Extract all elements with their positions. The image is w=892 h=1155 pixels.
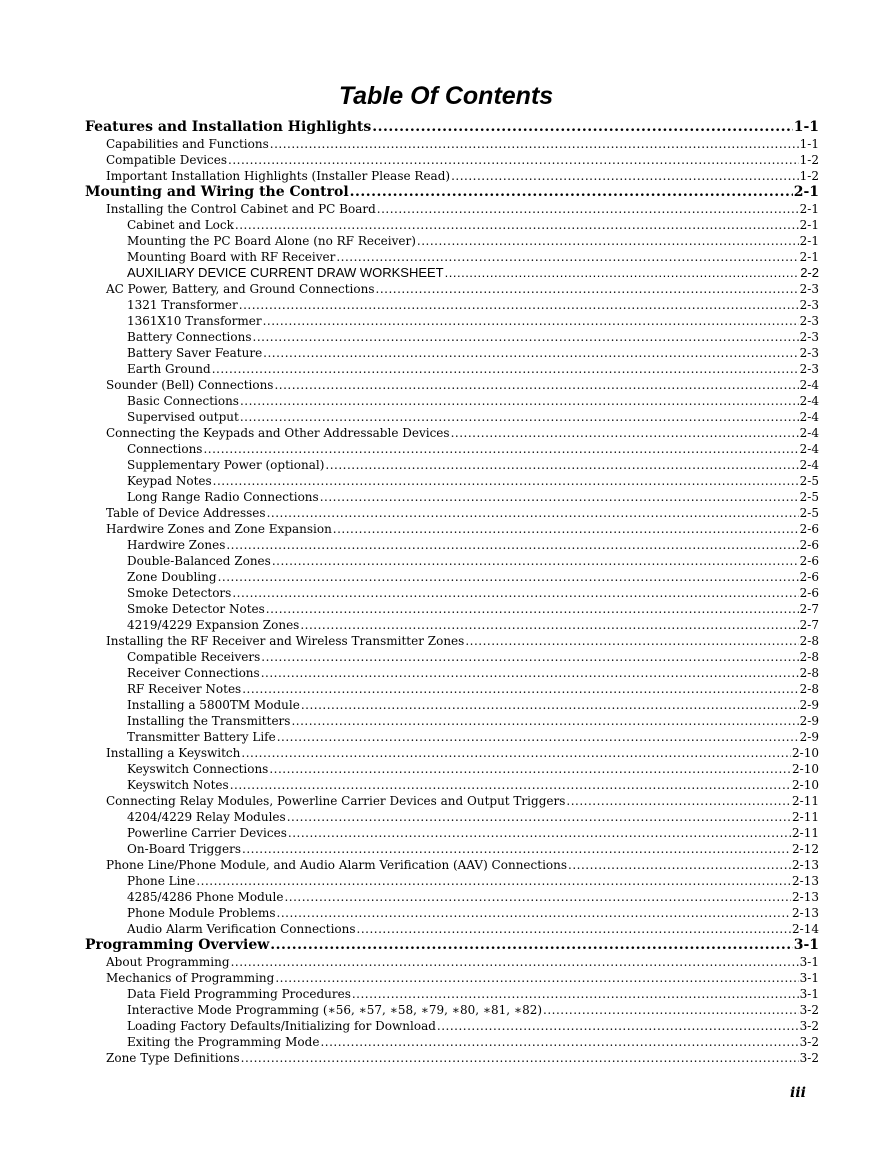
- toc-entry-label: Keypad Notes: [127, 474, 212, 488]
- toc-entry-label: Transmitter Battery Life: [127, 730, 276, 744]
- toc-entry-page: 2-13: [792, 890, 819, 904]
- dot-leader: [261, 665, 799, 681]
- toc-entry-label: Installing a Keyswitch: [106, 746, 241, 760]
- toc-entry-label: Loading Factory Defaults/Initializing for Download: [127, 1019, 436, 1033]
- dot-leader: [277, 905, 791, 921]
- toc-entry: [85, 937, 819, 954]
- dot-leader: [270, 937, 792, 954]
- toc-entry-page: 2-6: [799, 538, 819, 552]
- toc-entry: [85, 697, 819, 713]
- dot-leader: [543, 1002, 799, 1018]
- toc-entry: [85, 954, 819, 970]
- dot-leader: [275, 970, 798, 986]
- toc-entry: [85, 745, 819, 761]
- dot-leader: [325, 457, 798, 473]
- toc-entry: [85, 617, 819, 633]
- toc-entry-label: Mounting Board with RF Receiver: [127, 250, 336, 264]
- toc-entry: [85, 1002, 819, 1018]
- dot-leader: [336, 249, 798, 265]
- toc-entry-page: 2-8: [799, 666, 819, 680]
- dot-leader: [261, 649, 798, 665]
- dot-leader: [451, 168, 799, 184]
- dot-leader: [267, 505, 799, 521]
- dot-leader: [241, 1050, 799, 1066]
- dot-leader: [445, 265, 800, 281]
- toc-entry-label: 4219/4229 Expansion Zones: [127, 618, 300, 632]
- toc-entry: [85, 425, 819, 441]
- toc-entry-page: 2-10: [792, 746, 819, 760]
- toc-entry-page: 2-14: [792, 922, 819, 936]
- dot-leader: [269, 761, 791, 777]
- dot-leader: [266, 601, 799, 617]
- toc-entry-page: 2-11: [792, 794, 819, 808]
- toc-entry-page: 2-9: [799, 698, 819, 712]
- dot-leader: [320, 489, 799, 505]
- toc-entry-label: Keyswitch Notes: [127, 778, 229, 792]
- dot-leader: [218, 569, 799, 585]
- dot-leader: [376, 281, 799, 297]
- dot-leader: [270, 136, 799, 152]
- toc-entry-page: 3-2: [799, 1051, 819, 1065]
- toc-entry-label: Hardwire Zones and Zone Expansion: [106, 522, 332, 536]
- toc-entry-label: Mounting and Wiring the Control: [85, 184, 349, 200]
- toc-entry-page: 2-5: [799, 474, 819, 488]
- toc-entry: [85, 585, 819, 601]
- dot-leader: [320, 1034, 798, 1050]
- toc-entry: [85, 905, 819, 921]
- toc-entry-page: 3-2: [799, 1019, 819, 1033]
- dot-leader: [350, 184, 793, 201]
- toc-entry-page: 3-2: [799, 1003, 819, 1017]
- dot-leader: [566, 793, 791, 809]
- toc-entry-label: Installing the RF Receiver and Wireless Transmitter Zones: [106, 634, 465, 648]
- toc-entry-page: 2-4: [799, 426, 819, 440]
- toc-entry-page: 2-8: [799, 682, 819, 696]
- toc-entry-page: 3-1: [799, 971, 819, 985]
- toc-entry-label: Features and Installation Highlights: [85, 119, 372, 135]
- toc-entry: [85, 986, 819, 1002]
- toc-entry-page: 2-3: [799, 362, 819, 376]
- toc-entry-page: 1-2: [799, 153, 819, 167]
- page-number: iii: [790, 1085, 806, 1101]
- toc-entry: [85, 136, 819, 152]
- dot-leader: [274, 377, 798, 393]
- toc-entry: [85, 665, 819, 681]
- dot-leader: [568, 857, 791, 873]
- toc-entry-page: 2-10: [792, 778, 819, 792]
- toc-entry-page: 3-1: [793, 937, 819, 953]
- toc-entry-page: 2-8: [799, 650, 819, 664]
- toc-entry-page: 2-3: [799, 314, 819, 328]
- toc-entry: [85, 345, 819, 361]
- dot-leader: [300, 617, 798, 633]
- dot-leader: [287, 809, 791, 825]
- dot-leader: [212, 361, 799, 377]
- toc-entry: [85, 1050, 819, 1066]
- toc-entry-label: Data Field Programming Procedures: [127, 987, 351, 1001]
- toc-entry-label: Exiting the Programming Mode: [127, 1035, 320, 1049]
- toc-entry-label: Long Range Radio Connections: [127, 490, 319, 504]
- toc-entry-page: 2-4: [799, 378, 819, 392]
- toc-entry: [85, 393, 819, 409]
- table-of-contents: [85, 119, 819, 1066]
- toc-entry-page: 2-6: [799, 570, 819, 584]
- dot-leader: [242, 681, 798, 697]
- toc-entry: [85, 857, 819, 873]
- toc-entry-page: 2-4: [799, 410, 819, 424]
- toc-entry: [85, 184, 819, 201]
- toc-entry: [85, 505, 819, 521]
- toc-entry: [85, 729, 819, 745]
- toc-entry-label: Table of Device Addresses: [106, 506, 266, 520]
- dot-leader: [263, 313, 799, 329]
- toc-entry: [85, 889, 819, 905]
- toc-entry-page: 2-4: [799, 458, 819, 472]
- toc-entry-page: 3-1: [799, 987, 819, 1001]
- toc-entry-label: Cabinet and Lock: [127, 218, 234, 232]
- toc-entry: [85, 1018, 819, 1034]
- toc-entry-label: Receiver Connections: [127, 666, 260, 680]
- toc-entry-label: Smoke Detectors: [127, 586, 232, 600]
- toc-entry-label: Smoke Detector Notes: [127, 602, 265, 616]
- toc-entry: [85, 681, 819, 697]
- toc-entry: [85, 441, 819, 457]
- dot-leader: [417, 233, 799, 249]
- toc-entry-label: Phone Module Problems: [127, 906, 276, 920]
- toc-entry-label: Battery Connections: [127, 330, 252, 344]
- toc-entry: [85, 152, 819, 168]
- toc-entry-label: About Programming: [106, 955, 230, 969]
- toc-entry-page: 3-1: [799, 955, 819, 969]
- toc-entry: [85, 601, 819, 617]
- toc-entry-label: AUXILIARY DEVICE CURRENT DRAW WORKSHEET: [127, 265, 444, 280]
- toc-entry-label: AC Power, Battery, and Ground Connections: [106, 282, 375, 296]
- dot-leader: [263, 345, 799, 361]
- toc-entry-page: 2-9: [799, 714, 819, 728]
- toc-entry: [85, 553, 819, 569]
- toc-entry-label: Earth Ground: [127, 362, 211, 376]
- toc-entry: [85, 825, 819, 841]
- dot-leader: [357, 921, 791, 937]
- toc-entry-page: 1-1: [793, 119, 819, 135]
- toc-entry: [85, 537, 819, 553]
- dot-leader: [372, 119, 792, 136]
- toc-entry-page: 2-11: [792, 826, 819, 840]
- toc-entry: [85, 457, 819, 473]
- toc-entry-label: RF Receiver Notes: [127, 682, 242, 696]
- toc-entry-label: Supplementary Power (optional): [127, 458, 325, 472]
- toc-entry: [85, 377, 819, 393]
- toc-entry: [85, 793, 819, 809]
- toc-entry: [85, 841, 819, 857]
- dot-leader: [240, 409, 799, 425]
- dot-leader: [333, 521, 799, 537]
- toc-entry: [85, 281, 819, 297]
- toc-entry-label: Compatible Devices: [106, 153, 228, 167]
- toc-entry-page: 2-1: [799, 250, 819, 264]
- toc-entry-label: Basic Connections: [127, 394, 239, 408]
- toc-entry-page: 2-6: [799, 554, 819, 568]
- dot-leader: [213, 473, 799, 489]
- toc-entry-label: Mechanics of Programming: [106, 971, 275, 985]
- toc-entry-label: Sounder (Bell) Connections: [106, 378, 274, 392]
- dot-leader: [352, 986, 799, 1002]
- dot-leader: [437, 1018, 799, 1034]
- toc-entry-page: 2-4: [799, 442, 819, 456]
- toc-entry: [85, 361, 819, 377]
- toc-entry: [85, 119, 819, 136]
- dot-leader: [203, 441, 798, 457]
- toc-entry: [85, 761, 819, 777]
- toc-entry-page: 2-7: [799, 618, 819, 632]
- toc-entry: [85, 409, 819, 425]
- toc-entry: [85, 249, 819, 265]
- toc-entry: [85, 873, 819, 889]
- toc-entry: [85, 233, 819, 249]
- dot-leader: [451, 425, 799, 441]
- toc-entry: [85, 521, 819, 537]
- toc-entry-page: 2-3: [799, 346, 819, 360]
- toc-entry: [85, 970, 819, 986]
- dot-leader: [377, 201, 799, 217]
- toc-entry: [85, 569, 819, 585]
- toc-entry-label: Double-Balanced Zones: [127, 554, 271, 568]
- dot-leader: [231, 954, 799, 970]
- toc-entry-label: Powerline Carrier Devices: [127, 826, 287, 840]
- toc-entry: [85, 313, 819, 329]
- toc-entry-label: 4285/4286 Phone Module: [127, 890, 284, 904]
- toc-entry-label: Connecting Relay Modules, Powerline Carrier Devices and Output Triggers: [106, 794, 566, 808]
- page-title: Table Of Contents: [338, 82, 554, 110]
- toc-entry-page: 2-13: [792, 874, 819, 888]
- dot-leader: [242, 841, 791, 857]
- toc-entry-label: Supervised output: [127, 410, 239, 424]
- toc-entry-label: Compatible Receivers: [127, 650, 261, 664]
- toc-entry-page: 2-13: [792, 906, 819, 920]
- dot-leader: [253, 329, 799, 345]
- toc-entry: [85, 329, 819, 345]
- toc-entry: [85, 921, 819, 937]
- toc-entry-label: Hardwire Zones: [127, 538, 226, 552]
- dot-leader: [228, 152, 799, 168]
- dot-leader: [241, 745, 791, 761]
- toc-entry-label: Keyswitch Connections: [127, 762, 269, 776]
- dot-leader: [235, 217, 799, 233]
- toc-entry-page: 2-9: [799, 730, 819, 744]
- toc-entry: [85, 489, 819, 505]
- dot-leader: [239, 297, 799, 313]
- toc-entry-label: Connecting the Keypads and Other Addressable Devices: [106, 426, 450, 440]
- toc-entry-page: 1-2: [799, 169, 819, 183]
- toc-entry-label: Important Installation Highlights (Installer Please Read): [106, 169, 451, 183]
- dot-leader: [291, 713, 798, 729]
- toc-entry: [85, 633, 819, 649]
- toc-entry-page: 2-1: [799, 218, 819, 232]
- dot-leader: [226, 537, 798, 553]
- toc-entry-label: Zone Doubling: [127, 570, 217, 584]
- toc-entry-page: 2-11: [792, 810, 819, 824]
- toc-entry: [85, 713, 819, 729]
- dot-leader: [196, 873, 791, 889]
- toc-entry-page: 3-2: [799, 1035, 819, 1049]
- toc-entry-page: 2-5: [799, 506, 819, 520]
- toc-entry: [85, 809, 819, 825]
- toc-entry-label: Mounting the PC Board Alone (no RF Receiver): [127, 234, 416, 248]
- toc-entry-page: 2-3: [799, 330, 819, 344]
- toc-entry-label: Battery Saver Feature: [127, 346, 263, 360]
- toc-entry-page: 2-7: [799, 602, 819, 616]
- toc-entry-label: Zone Type Definitions: [106, 1051, 240, 1065]
- toc-entry: [85, 265, 819, 281]
- toc-entry-page: 2-13: [792, 858, 819, 872]
- toc-entry: [85, 297, 819, 313]
- toc-entry-page: 2-4: [799, 394, 819, 408]
- toc-entry-label: On-Board Triggers: [127, 842, 241, 856]
- toc-entry-page: 2-5: [799, 490, 819, 504]
- toc-entry: [85, 168, 819, 184]
- toc-entry: [85, 777, 819, 793]
- toc-entry-page: 2-8: [799, 634, 819, 648]
- dot-leader: [272, 553, 799, 569]
- dot-leader: [284, 889, 791, 905]
- toc-entry: [85, 473, 819, 489]
- toc-entry-page: 2-6: [799, 522, 819, 536]
- toc-entry-label: Interactive Mode Programming (∗56, ∗57, ∗58, ∗79, ∗80, ∗81, ∗82): [127, 1003, 543, 1017]
- toc-entry-label: Connections: [127, 442, 203, 456]
- toc-entry-label: 1321 Transformer: [127, 298, 238, 312]
- toc-entry-page: 2-1: [799, 202, 819, 216]
- dot-leader: [232, 585, 798, 601]
- dot-leader: [465, 633, 798, 649]
- toc-entry-label: Phone Line/Phone Module, and Audio Alarm Verification (AAV) Connections: [106, 858, 568, 872]
- dot-leader: [288, 825, 791, 841]
- toc-entry-label: 4204/4229 Relay Modules: [127, 810, 286, 824]
- toc-entry-label: Phone Line: [127, 874, 196, 888]
- toc-entry-label: Installing a 5800TM Module: [127, 698, 300, 712]
- toc-entry-page: 2-6: [799, 586, 819, 600]
- toc-entry-page: 2-1: [793, 184, 819, 200]
- toc-entry-page: 2-12: [792, 842, 819, 856]
- toc-entry-label: 1361X10 Transformer: [127, 314, 262, 328]
- dot-leader: [230, 777, 791, 793]
- toc-entry-page: 1-1: [799, 137, 819, 151]
- toc-entry-page: 2-3: [799, 298, 819, 312]
- toc-entry: [85, 649, 819, 665]
- dot-leader: [301, 697, 799, 713]
- toc-entry-page: 2-3: [799, 282, 819, 296]
- toc-entry-page: 2-10: [792, 762, 819, 776]
- toc-entry-label: Programming Overview: [85, 937, 270, 953]
- dot-leader: [240, 393, 799, 409]
- toc-entry: [85, 1034, 819, 1050]
- toc-entry-page: 2-2: [800, 265, 819, 280]
- toc-entry: [85, 217, 819, 233]
- toc-entry: [85, 201, 819, 217]
- toc-entry-label: Installing the Transmitters: [127, 714, 291, 728]
- toc-entry-label: Installing the Control Cabinet and PC Board: [106, 202, 376, 216]
- toc-entry-label: Audio Alarm Verification Connections: [127, 922, 356, 936]
- toc-entry-label: Capabilities and Functions: [106, 137, 269, 151]
- dot-leader: [277, 729, 799, 745]
- toc-entry-page: 2-1: [799, 234, 819, 248]
